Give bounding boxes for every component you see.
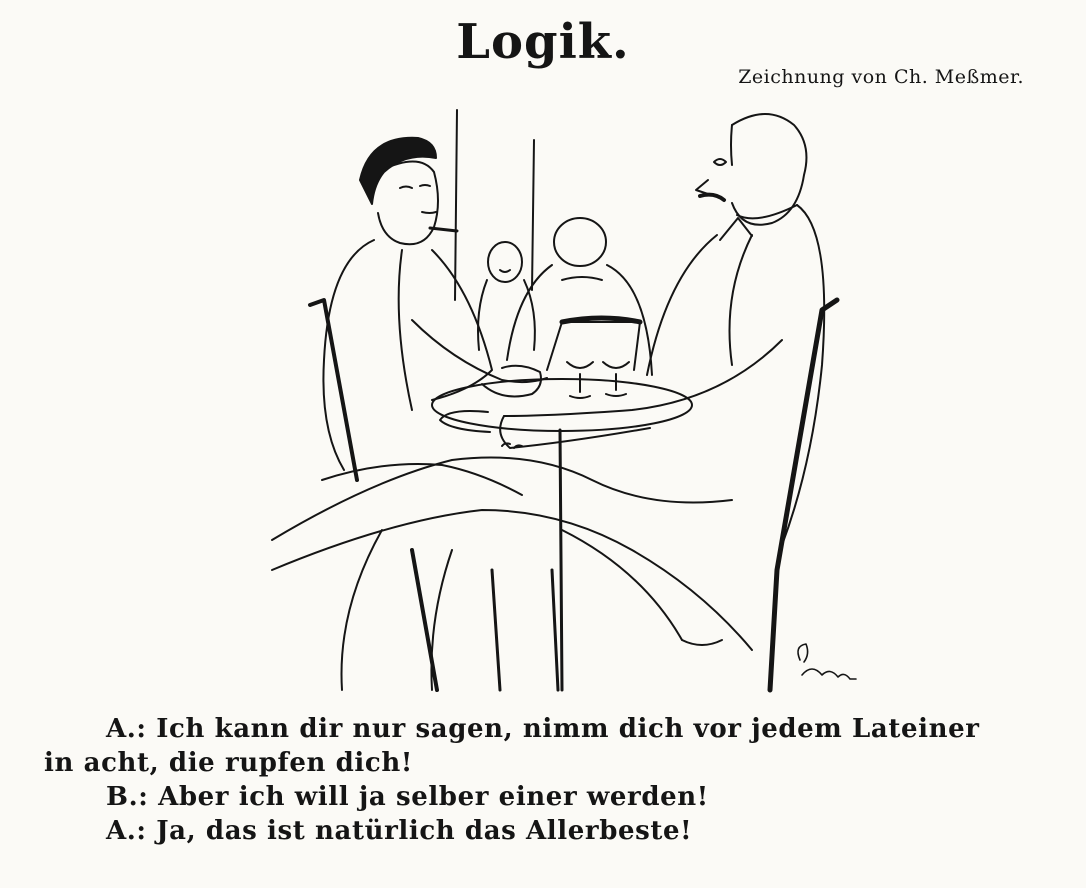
figure-right-man bbox=[272, 114, 824, 650]
artist-credit: Zeichnung von Ch. Meßmer. bbox=[738, 66, 1024, 88]
cartoon-title: Logik. bbox=[456, 14, 630, 70]
figure-left-man bbox=[322, 138, 547, 690]
background-pillars bbox=[455, 110, 534, 300]
dialogue-line-a-1: A.: Ich kann dir nur sagen, nimm dich vor jedem Lateiner bbox=[106, 714, 980, 744]
background-patron-back bbox=[507, 218, 652, 375]
artist-signature-mark bbox=[798, 644, 856, 679]
dialogue-caption bbox=[44, 712, 1054, 848]
dialogue-line-a-2: in acht, die rupfen dich! bbox=[44, 748, 413, 778]
chair-right bbox=[552, 300, 837, 690]
dialogue-line-a-3: A.: Ja, das ist natürlich das Allerbeste! bbox=[106, 816, 693, 846]
cafe-table bbox=[432, 318, 692, 690]
dialogue-line-b: B.: Aber ich will ja selber einer werden! bbox=[106, 782, 709, 812]
chair-left bbox=[310, 300, 500, 690]
cafe-scene-illustration bbox=[262, 100, 862, 700]
